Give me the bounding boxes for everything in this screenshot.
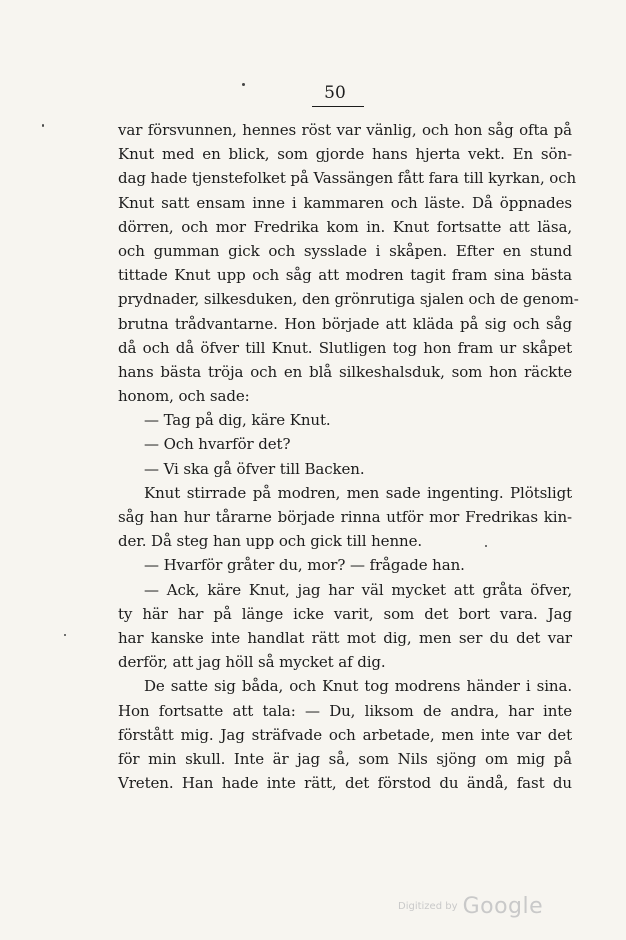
text-line: prydnader, silkesduken, den grönrutiga sjalen och de genom- [118,290,579,309]
text-line: honom, och sade: [118,387,250,406]
dialogue-line: — Ack, käre Knut, jag har väl mycket att gråta öfver, [144,580,572,599]
text-line: Knut satt ensam inne i kammaren och läste. Då öppnades [118,193,572,212]
text-line: för min skull. Inte är jag så, som Nils sjöng om mig på [118,749,572,768]
dialogue-line: — Hvarför gråter du, mor? — frågade han. [144,556,465,575]
text-line: hans bästa tröja och en blå silkeshalsduk, som hon räckte [118,362,572,381]
body-text [118,118,579,795]
text-line: derför, att jag höll så mycket af dig. [118,653,386,672]
google-watermark [398,894,543,919]
page-number-rule [312,106,364,107]
paragraph-start-line: Knut stirrade på modren, men sade ingenting. Plötsligt [144,483,572,502]
text-line: brutna trådvantarne. Hon började att kläda på sig och såg [118,314,572,333]
ink-speck [42,124,44,127]
text-line: såg han hur tårarne började rinna utför mor Fredrikas kin- [118,508,572,526]
text-line: då och då öfver till Knut. Slutligen tog hon fram ur skåpet [118,338,572,357]
dialogue-line: — Vi ska gå öfver till Backen. [144,459,365,478]
text-line: var försvunnen, hennes röst var vänlig, och hon såg ofta på [118,121,572,139]
google-logo: Google [462,894,544,919]
text-line: der. Då steg han upp och gick till henne. [118,532,423,551]
text-line: tittade Knut upp och såg att modren tagit fram sina bästa [118,266,572,285]
page-number: 50 [324,83,346,103]
text-line: dörren, och mor Fredrika kom in. Knut fortsatte att läsa, [118,217,572,236]
watermark-prefix: Digitized by [398,901,458,912]
dialogue-line: — Tag på dig, käre Knut. [144,411,331,430]
text-line: dag hade tjenstefolket på Vassängen fått fara till kyrkan, och [118,169,577,188]
text-line: har kanske inte handlat rätt mot dig, men ser du det var [118,628,572,647]
text-line: förstått mig. Jag sträfvade och arbetade, men inte var det [118,725,572,744]
ink-speck [242,83,245,86]
text-line: Vreten. Han hade inte rätt, det förstod du ändå, fast du [118,774,572,793]
text-line: och gumman gick och sysslade i skåpen. Efter en stund [118,241,572,260]
dialogue-line: — Och hvarför det? [144,435,291,454]
text-line: Knut med en blick, som gjorde hans hjerta vekt. En sön- [118,145,572,164]
text-line: ty här har på länge icke varit, som det bort vara. Jag [118,604,572,623]
ink-speck [64,634,66,636]
paragraph-start-line: De satte sig båda, och Knut tog modrens händer i sina. [144,677,572,696]
text-line: Hon fortsatte att tala: — Du, liksom de andra, har inte [118,701,572,720]
